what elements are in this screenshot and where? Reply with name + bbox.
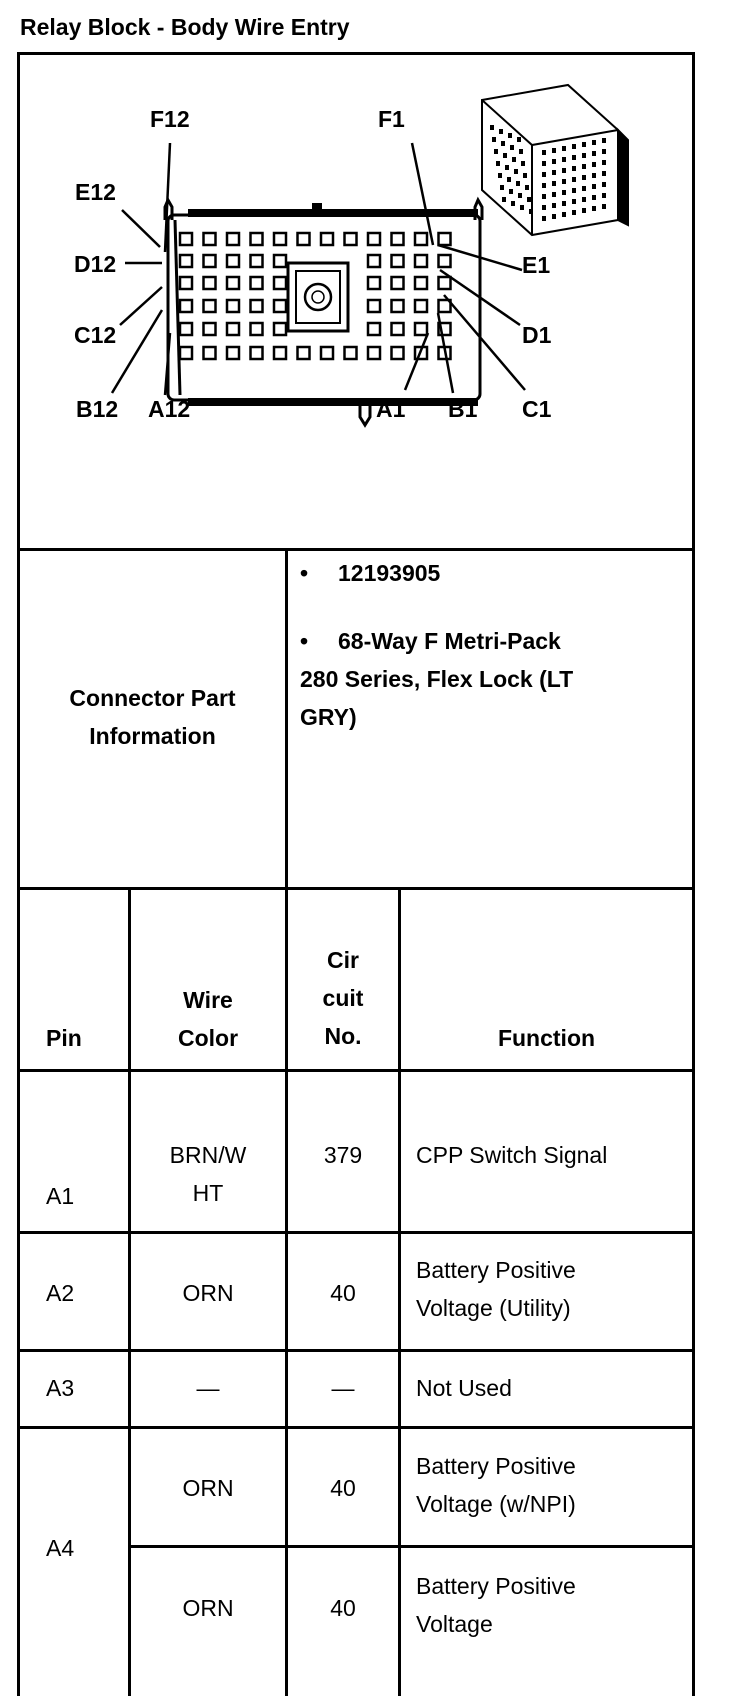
thumb-pin [572,166,576,171]
connector-face-icon [20,55,692,550]
thumb-pin [572,188,576,193]
thumb-pin [582,186,586,191]
header-wire: Wire [183,987,233,1013]
row-a3-color: — [196,1375,220,1401]
thumb-pin [508,133,512,138]
pin-cavity [204,347,216,359]
pin-label-a12: A12 [148,396,191,422]
thumb-pin [592,140,596,145]
pin-cavity [368,300,380,312]
pin-cavity [204,233,216,245]
divider [17,1069,695,1072]
connector-diagram [20,55,692,550]
thumb-pin [602,160,606,165]
pin-label-d1: D1 [522,322,552,348]
thumb-pin [542,205,546,210]
thumb-pin [542,194,546,199]
thumb-pin [572,155,576,160]
pin-label-a1: A1 [376,396,406,422]
pin-cavity [368,255,380,267]
connector-info-label [20,680,285,756]
pin-label-b1: B1 [448,396,478,422]
row-a4b-function-line: Voltage [416,1610,493,1637]
pin-label-c12: C12 [74,322,117,348]
thumb-pin [602,193,606,198]
thumb-pin [562,212,566,217]
divider [17,1349,695,1352]
thumb-pin [523,173,527,178]
pin-label-f12: F12 [150,106,190,132]
thumb-pin [510,145,514,150]
row-a4b-color: ORN [182,1595,234,1621]
pin-cavity [180,347,192,359]
pin-cavity [298,347,310,359]
thumb-pin [552,214,556,219]
header-pin: Pin [46,1025,82,1051]
pin-label-c1: C1 [522,396,552,422]
thumb-pin [602,171,606,176]
pin-cavity [227,347,239,359]
pin-cavity [204,277,216,289]
pin-cavity [392,300,404,312]
row-a4-function-line: Battery Positive [416,1453,576,1479]
thumb-pin [572,210,576,215]
connector-info-label-line: Connector Part [69,685,236,711]
pin-cavity [204,323,216,335]
pin-cavity [368,277,380,289]
pin-label-d12: D12 [74,251,117,277]
row-a4b-function-line: Battery Positive [416,1573,576,1599]
thumb-pin [602,138,606,143]
pin-cavity [251,347,263,359]
pin-cavity [439,277,451,289]
pin-cavity [415,255,427,267]
pin-cavity [392,347,404,359]
pin-cavity [227,233,239,245]
pin-cavity [392,277,404,289]
pin-cavity [321,347,333,359]
pin-cavity [274,323,286,335]
thumb-pin [592,206,596,211]
thumb-pin [562,190,566,195]
connector-info-values [300,555,690,737]
row-a3-circuit: — [331,1375,355,1401]
pin-label-e1: E1 [522,252,551,278]
header-circuit-line: Cir [327,947,359,973]
pin-cavity [227,255,239,267]
connector-description: • 68-Way F Metri-Pack [300,623,690,661]
thumb-pin [518,193,522,198]
row-a4-pin: A4 [46,1535,75,1561]
thumb-pin [542,183,546,188]
pin-cavity [392,233,404,245]
pin-cavity [368,323,380,335]
thumb-pin [552,170,556,175]
header-circuit-line: No. [324,1022,362,1049]
thumb-pin [552,159,556,164]
pin-cavity [298,233,310,245]
thumb-pin [527,197,531,202]
row-a2-circuit: 40 [330,1280,356,1306]
thumb-pin [582,153,586,158]
thumb-pin [507,177,511,182]
thumb-pin [503,153,507,158]
thumb-pin [572,177,576,182]
row-a3-pin: A3 [46,1375,75,1401]
thumb-pin [582,175,586,180]
thumb-pin [562,179,566,184]
pin-label-b12: B12 [76,396,119,422]
pin-cavity [439,233,451,245]
divider [128,1545,695,1548]
connector-info-label-line: Information [89,722,216,749]
row-a4-circuit: 40 [330,1475,356,1501]
divider [285,548,288,1696]
row-a3-function: Not Used [416,1375,512,1401]
pin-cavity [251,233,263,245]
pin-cavity [392,323,404,335]
thumb-pin [501,141,505,146]
thumb-pin [498,173,502,178]
row-a2-function [416,1252,576,1328]
thumb-pin [602,182,606,187]
pin-cavity [439,255,451,267]
pin-cavity [227,323,239,335]
row-a2-color: ORN [182,1280,234,1306]
thumb-pin [516,181,520,186]
row-a1-function: CPP Switch Signal [416,1142,608,1168]
header-circuit-line: cuit [322,984,364,1011]
row-a2-function-line: Battery Positive [416,1257,576,1283]
pin-cavity [227,277,239,289]
pin-cavity [204,300,216,312]
thumb-pin [542,216,546,221]
thumb-pin [582,208,586,213]
thumb-pin [552,203,556,208]
thumb-pin [509,189,513,194]
pin-cavity [251,300,263,312]
thumb-pin [529,209,533,214]
thumb-pin [552,181,556,186]
thumb-pin [552,192,556,197]
pin-label-f1: F1 [378,106,405,132]
pin-cavity [415,233,427,245]
row-a2-function-line: Voltage (Utility) [416,1294,571,1321]
thumb-pin [562,168,566,173]
divider [17,1426,695,1429]
header-color: Color [177,1024,239,1051]
pin-cavity [251,255,263,267]
pin-cavity [392,255,404,267]
thumb-pin [494,149,498,154]
row-a4-function [416,1448,576,1524]
thumb-pin [500,185,504,190]
page-title: Relay Block - Body Wire Entry [20,14,350,40]
thumb-pin [562,157,566,162]
thumb-pin [582,142,586,147]
pin-cavity [368,233,380,245]
pin-cavity [180,323,192,335]
connector-description-line: GRY) [300,703,357,730]
thumb-pin [602,149,606,154]
part-number: • 12193905 [300,555,690,593]
thumb-pin [505,165,509,170]
row-a1-color-line: BRN/W [169,1142,247,1168]
pin-cavity [345,233,357,245]
header-circuit [288,942,398,1056]
pin-cavity [251,277,263,289]
thumb-pin [499,129,503,134]
pin-cavity [415,300,427,312]
row-a4b-circuit: 40 [330,1595,356,1621]
pin-cavity [321,233,333,245]
thumb-pin [496,161,500,166]
row-a4-function-line: Voltage (w/NPI) [416,1490,576,1517]
pin-cavity [274,255,286,267]
thumb-pin [602,204,606,209]
row-a1-color-line: HT [192,1179,224,1206]
header-function: Function [497,1025,596,1051]
thumb-pin [542,150,546,155]
thumb-pin [519,149,523,154]
thumb-pin [542,172,546,177]
pin-cavity [274,233,286,245]
thumb-pin [592,162,596,167]
divider [398,887,401,1696]
pin-cavity [415,323,427,335]
thumb-pin [492,137,496,142]
pin-cavity [274,300,286,312]
pin-label-e12: E12 [75,179,116,205]
pin-cavity [415,277,427,289]
pin-cavity [368,347,380,359]
row-a1-pin: A1 [46,1183,75,1209]
connector-description-line: 280 Series, Flex Lock (LT [300,665,574,692]
thumb-pin [572,144,576,149]
row-a1-color [131,1137,285,1213]
thumb-pin [512,157,516,162]
pin-cavity [274,277,286,289]
pin-cavity [180,233,192,245]
header-wire-color [131,982,285,1058]
thumb-pin [582,197,586,202]
pin-cavity [345,347,357,359]
thumb-pin [542,161,546,166]
row-a4b-function [416,1568,576,1644]
thumb-pin [592,173,596,178]
thumb-pin [511,201,515,206]
thumb-pin [521,161,525,166]
thumb-pin [582,164,586,169]
thumb-pin [562,201,566,206]
divider [17,887,695,890]
pin-cavity [227,300,239,312]
thumb-pin [562,146,566,151]
connector-3d-icon [482,85,628,235]
thumb-pin [502,197,506,202]
pin-cavity [180,255,192,267]
thumb-pin [592,195,596,200]
pin-cavity [180,300,192,312]
thumb-pin [572,199,576,204]
thumb-pin [520,205,524,210]
thumb-pin [490,125,494,130]
thumb-pin [552,148,556,153]
thumb-pin [525,185,529,190]
row-a1-circuit: 379 [323,1142,363,1168]
pin-cavity [180,277,192,289]
pin-cavity [274,347,286,359]
pin-cavity [251,323,263,335]
thumb-pin [517,137,521,142]
row-a4-color: ORN [182,1475,234,1501]
thumb-pin [592,151,596,156]
thumb-pin [592,184,596,189]
pin-cavity [204,255,216,267]
thumb-pin [514,169,518,174]
divider [17,1231,695,1234]
row-a2-pin: A2 [46,1280,75,1306]
